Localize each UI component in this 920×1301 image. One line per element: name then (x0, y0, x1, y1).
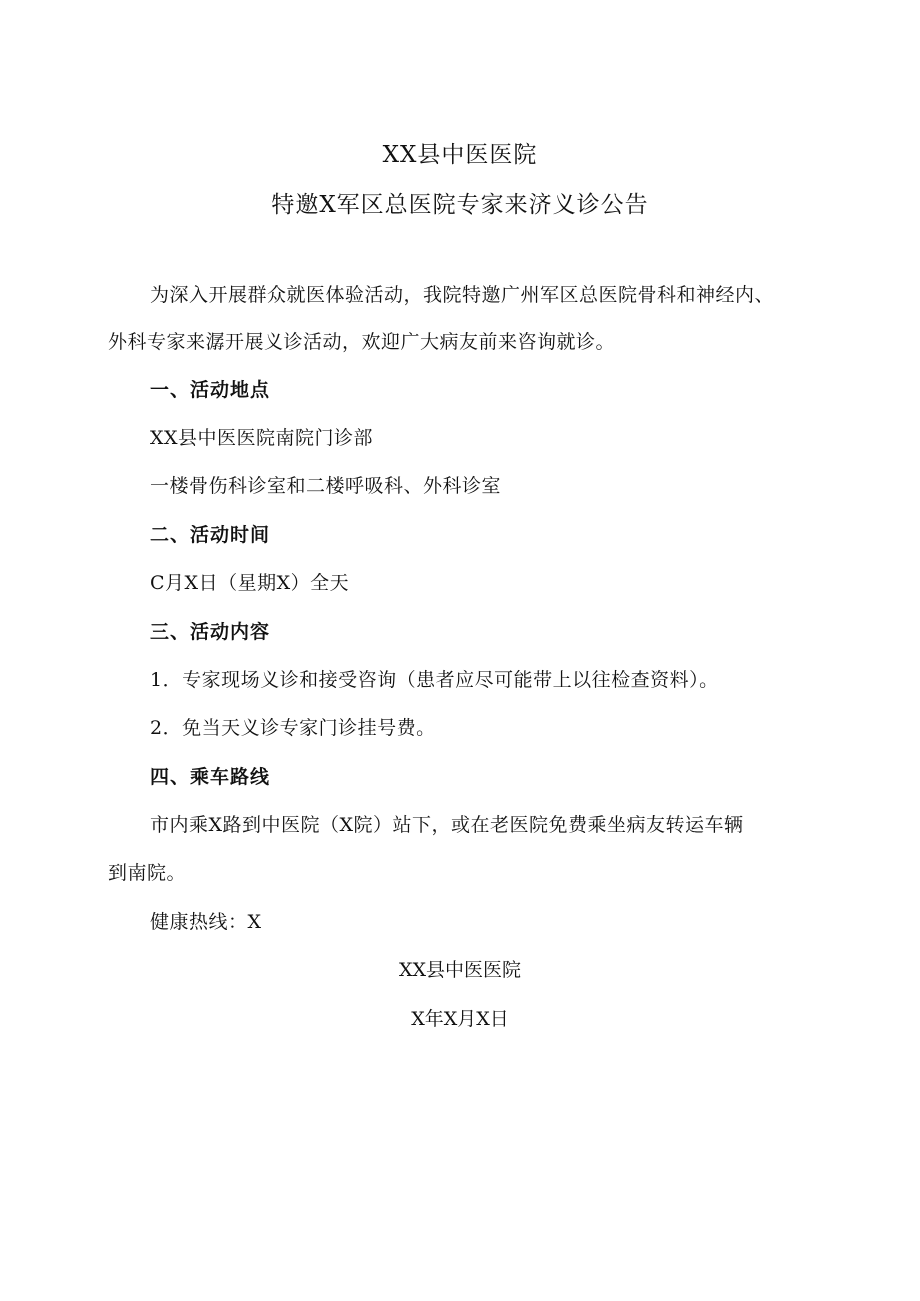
location-line-2: 一楼骨伤科诊室和二楼呼吸科、外科诊室 (150, 475, 502, 497)
location-line-1: XX县中医医院南院门诊部 (150, 427, 374, 449)
section-heading-time: 二、活动时间 (150, 524, 271, 546)
signature-date: X年X月X日 (411, 1008, 509, 1030)
section-heading-route: 四、乘车路线 (150, 766, 271, 788)
hotline: 健康热线：X (150, 911, 262, 933)
document-subtitle: 特邀X军区总医院专家来济义诊公告 (271, 192, 649, 218)
intro-paragraph-line-1: 为深入开展群众就医体验活动，我院特邀广州军区总医院骨科和神经内、 (150, 284, 775, 306)
signature-organization: XX县中医医院 (398, 959, 522, 981)
content-item-2: 2．免当天义诊专家门诊挂号费。 (150, 717, 436, 739)
time-line: C月X日（星期X）全天 (150, 572, 350, 594)
intro-paragraph-line-2: 外科专家来潺开展义诊活动，欢迎广大病友前来咨询就诊。 (108, 331, 616, 353)
route-line-2: 到南院。 (108, 862, 187, 884)
route-line-1: 市内乘X路到中医院（X院）站下，或在老医院免费乘坐病友转运车辆 (150, 814, 744, 836)
section-heading-location: 一、活动地点 (150, 379, 271, 401)
document-title: XX县中医医院 (382, 142, 538, 168)
section-heading-content: 三、活动内容 (150, 621, 271, 643)
content-item-1: 1．专家现场义诊和接受咨询（患者应尽可能带上以往检查资料）。 (150, 669, 719, 691)
